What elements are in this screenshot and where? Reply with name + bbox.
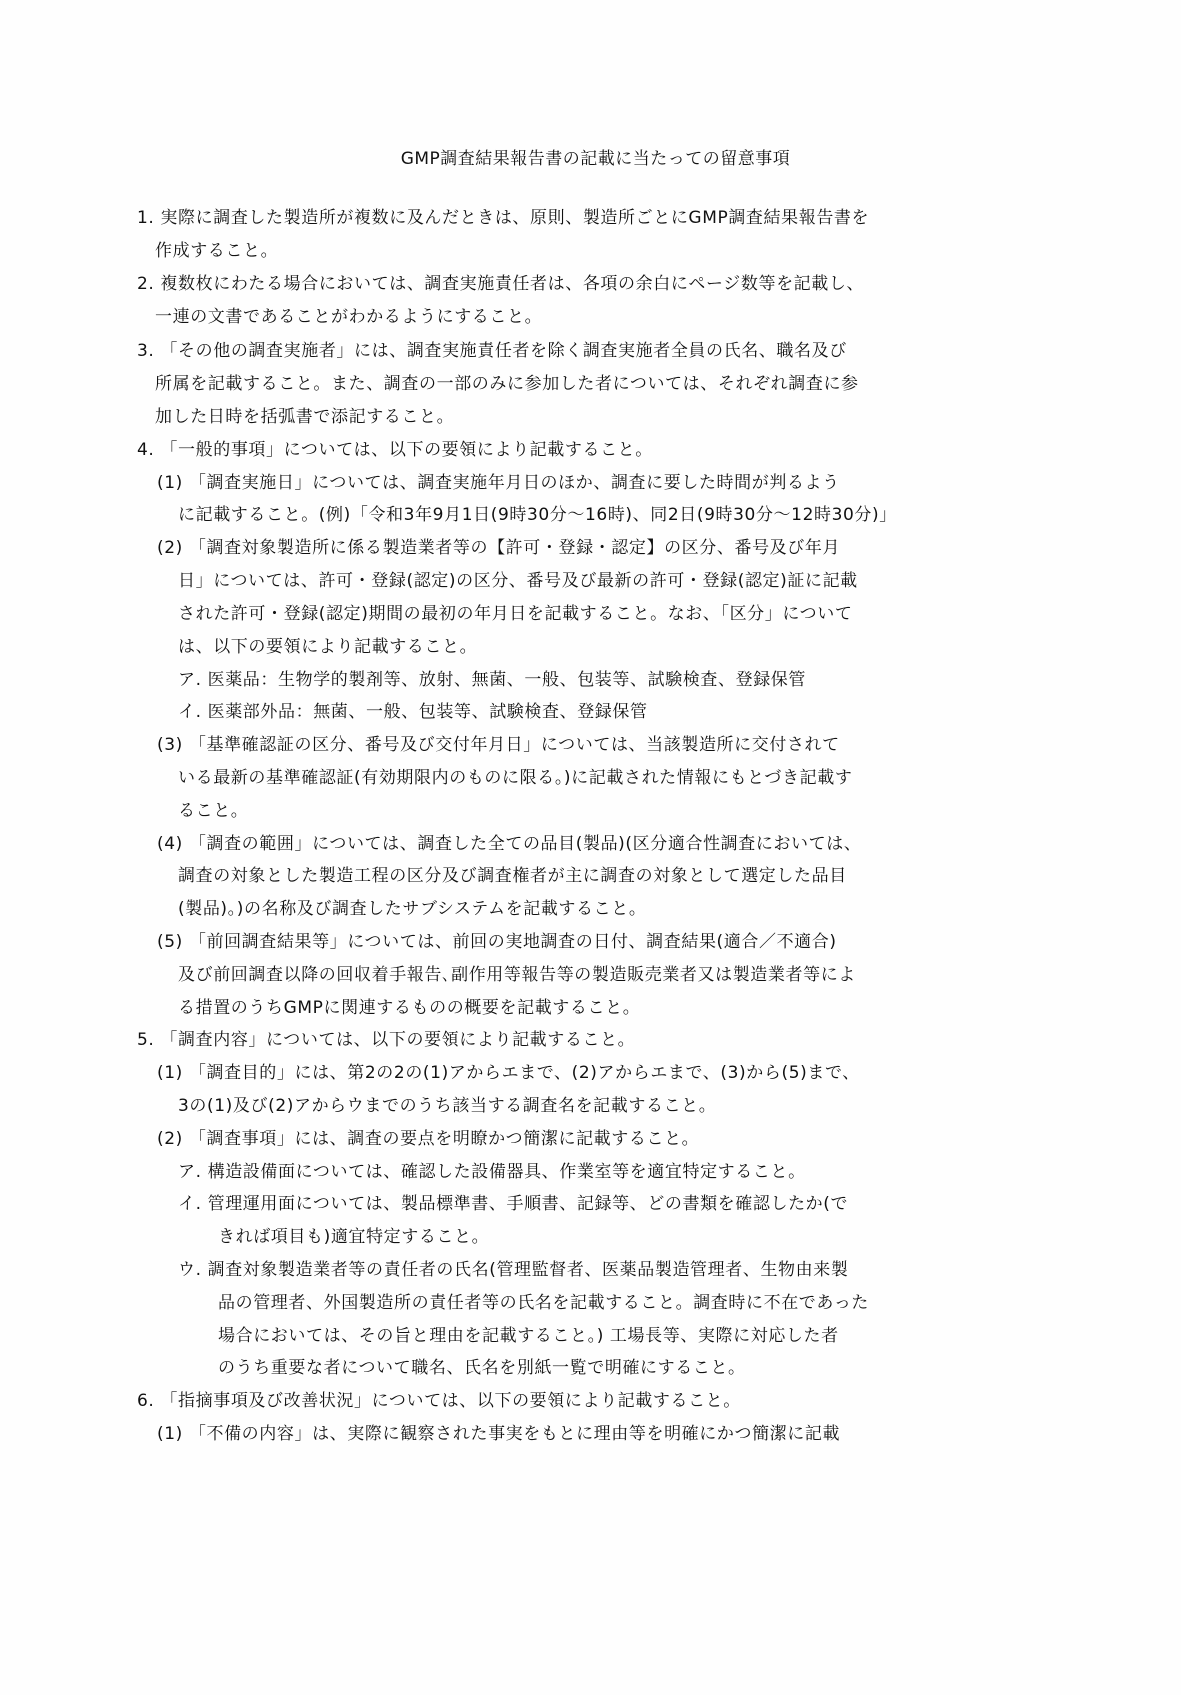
text-line: ア. 構造設備面については、確認した設備器具、作業室等を適宜特定すること。: [178, 1162, 806, 1182]
text-line: 3. 「その他の調査実施者」には、調査実施責任者を除く調査実施者全員の氏名、職名及び: [137, 341, 847, 361]
text-line: 調査の対象とした製造工程の区分及び調査権者が主に調査の対象として選定した品目: [178, 866, 847, 886]
text-line: 2. 複数枚にわたる場合においては、調査実施責任者は、各項の余白にページ数等を記載し、: [137, 274, 865, 294]
text-line: のうち重要な者について職名、氏名を別紙一覧で明確にすること。: [218, 1358, 746, 1378]
text-line: 品の管理者、外国製造所の責任者等の氏名を記載すること。調査時に不在であった: [218, 1293, 870, 1313]
text-line: 作成すること。: [155, 241, 279, 261]
text-line: 一連の文書であることがわかるようにすること。: [155, 307, 543, 327]
text-line: 6. 「指摘事項及び改善状況」については、以下の要領により記載すること。: [137, 1391, 741, 1411]
text-line: (5) 「前回調査結果等」については、前回の実地調査の日付、調査結果(適合／不適合): [157, 932, 837, 952]
text-line: (製品)。)の名称及び調査したサブシステムを記載すること。: [178, 899, 647, 919]
document-title: GMP調査結果報告書の記載に当たっての留意事項: [400, 149, 791, 169]
text-line: イ. 管理運用面については、製品標準書、手順書、記録等、どの書類を確認したか(で: [178, 1194, 849, 1214]
text-line: された許可・登録(認定)期間の最初の年月日を記載すること。なお、「区分」について: [178, 604, 853, 624]
text-line: (1) 「調査実施日」については、調査実施年月日のほか、調査に要した時間が判るよう: [157, 473, 840, 493]
text-line: (1) 「不備の内容」は、実際に観察された事実をもとに理由等を明確にかつ簡潔に記載: [157, 1424, 841, 1444]
text-line: 所属を記載すること。また、調査の一部のみに参加した者については、それぞれ調査に参: [155, 374, 859, 394]
text-line: ア. 医薬品：生物学的製剤等、放射、無菌、一般、包装等、試験検査、登録保管: [178, 670, 807, 690]
text-line: 5. 「調査内容」については、以下の要領により記載すること。: [137, 1030, 636, 1050]
text-line: 日」については、許可・登録(認定)の区分、番号及び最新の許可・登録(認定)証に記載: [178, 571, 858, 591]
text-line: 4. 「一般的事項」については、以下の要領により記載すること。: [137, 440, 653, 460]
text-line: 及び前回調査以降の回収着手報告､副作用等報告等の製造販売業者又は製造業者等によ: [178, 965, 856, 985]
text-line: (3) 「基準確認証の区分、番号及び交付年月日」については、当該製造所に交付されて: [157, 735, 840, 755]
text-line: ること。: [178, 801, 249, 821]
text-line: いる最新の基準確認証(有効期限内のものに限る。)に記載された情報にもとづき記載す: [178, 768, 853, 788]
text-line: ウ. 調査対象製造業者等の責任者の氏名(管理監督者、医薬品製造管理者、生物由来製: [178, 1260, 849, 1280]
text-line: (4) 「調査の範囲」については、調査した全ての品目(製品)(区分適合性調査においては、: [157, 834, 862, 854]
text-line: 1. 実際に調査した製造所が複数に及んだときは、原則、製造所ごとにGMP調査結果報告書を: [137, 208, 870, 228]
text-line: (1) 「調査目的」には、第2の2の(1)アからエまで、(2)アからエまで、(3)から(5)まで、: [157, 1063, 860, 1083]
text-line: (2) 「調査事項」には、調査の要点を明瞭かつ簡潔に記載すること。: [157, 1129, 700, 1149]
text-line: イ. 医薬部外品：無菌、一般、包装等、試験検査、登録保管: [178, 702, 648, 722]
text-line: に記載すること。(例)「令和3年9月1日(9時30分～16時)、同2日(9時30分～12時30分)」: [178, 505, 897, 525]
text-line: (2) 「調査対象製造所に係る製造業者等の【許可・登録・認定】の区分、番号及び年月: [157, 538, 841, 558]
text-line: きれば項目も)適宜特定すること。: [218, 1227, 490, 1247]
text-line: る措置のうちGMPに関連するものの概要を記載すること。: [178, 998, 641, 1018]
text-line: 加した日時を括弧書で添記すること。: [155, 407, 455, 427]
text-line: は、以下の要領により記載すること。: [178, 637, 478, 657]
text-line: 3の(1)及び(2)アからウまでのうち該当する調査名を記載すること。: [178, 1096, 717, 1116]
text-line: 場合においては、その旨と理由を記載すること。) 工場長等、実際に対応した者: [218, 1326, 839, 1346]
